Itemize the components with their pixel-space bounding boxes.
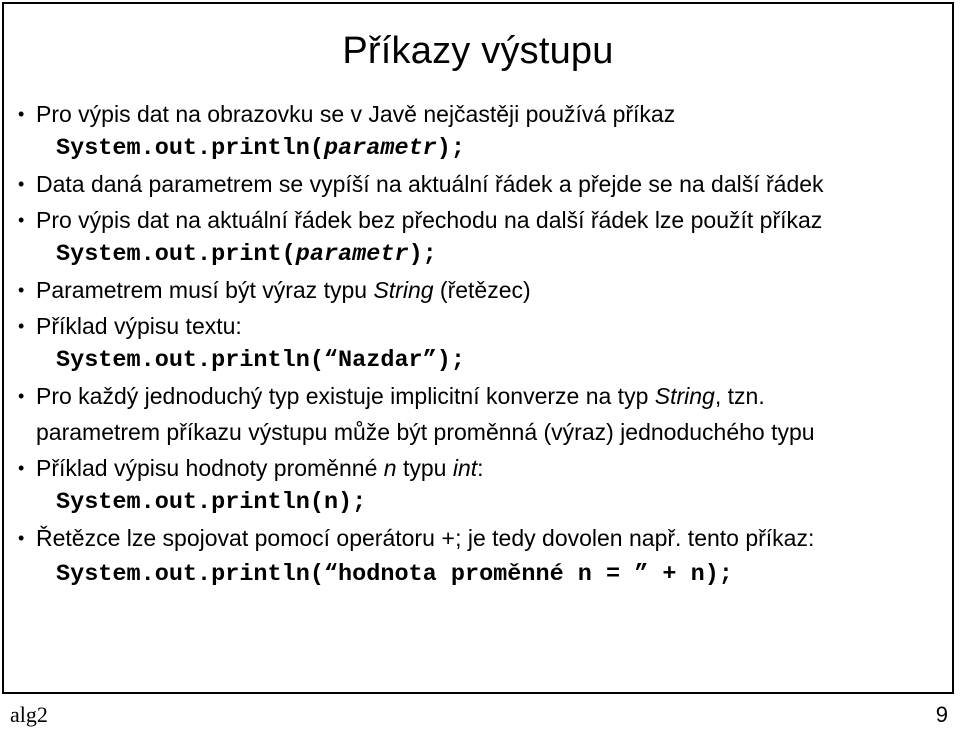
text-run: String bbox=[373, 277, 434, 303]
text-run: (řetězec) bbox=[433, 277, 531, 303]
text-run: System.out.println( bbox=[56, 135, 324, 162]
text-run: + bbox=[441, 527, 456, 553]
text-run: Data daná parametrem se vypíší na aktuální řádek a přejde se na další řádek bbox=[36, 171, 824, 197]
bullet-list bbox=[18, 96, 932, 592]
text-run: Řetězce lze spojovat pomocí operátoru bbox=[36, 525, 442, 551]
text-run: typu bbox=[396, 455, 453, 481]
text-run: parametr bbox=[323, 135, 437, 162]
slide-frame bbox=[2, 2, 954, 694]
text-run: String bbox=[654, 383, 715, 409]
text-run: Příklad výpisu textu: bbox=[36, 313, 242, 339]
text-run: parametr bbox=[295, 241, 409, 268]
slide-title: Příkazy výstupu bbox=[342, 30, 614, 72]
text-run: n bbox=[383, 455, 397, 481]
code-line bbox=[18, 238, 932, 272]
text-run: System.out.print( bbox=[56, 241, 296, 268]
bullet-item bbox=[18, 202, 932, 238]
text-run: Parametrem musí být výraz typu bbox=[36, 277, 374, 303]
bullet-item bbox=[18, 166, 932, 202]
bullet-continuation bbox=[18, 414, 932, 450]
text-run: System.out.println(“Nazdar”); bbox=[56, 347, 465, 374]
page-number: 9 bbox=[935, 702, 948, 727]
text-run: Pro každý jednoduchý typ existuje implicitní konverze na typ bbox=[36, 383, 655, 409]
bullet-item bbox=[18, 272, 932, 308]
text-run: Příklad výpisu hodnoty proměnné bbox=[36, 455, 384, 481]
text-run: Pro výpis dat na aktuální řádek bez přechodu na další řádek lze použít příkaz bbox=[36, 207, 823, 233]
bullet-item bbox=[18, 96, 932, 132]
text-run: , tzn. bbox=[714, 383, 765, 409]
code-line bbox=[18, 344, 932, 378]
text-run: ); bbox=[408, 241, 437, 268]
bullet-item bbox=[18, 308, 932, 344]
bullet-item bbox=[18, 378, 932, 414]
text-run: : bbox=[477, 455, 484, 481]
code-line bbox=[18, 486, 932, 520]
footer-label: alg2 bbox=[10, 702, 48, 727]
code-line bbox=[18, 558, 932, 592]
text-run: Pro výpis dat na obrazovku se v Javě nejčastěji používá příkaz bbox=[36, 101, 676, 127]
bullet-item bbox=[18, 520, 932, 558]
text-run: System.out.println(n); bbox=[56, 489, 367, 516]
bullet-item bbox=[18, 450, 932, 486]
code-line bbox=[18, 132, 932, 166]
text-run: parametrem příkazu výstupu může být proměnná (výraz) jednoduchého typu bbox=[36, 419, 815, 445]
text-run: System.out.println(“hodnota proměnné n = ” + n); bbox=[56, 561, 733, 588]
text-run: ; je tedy dovolen např. tento příkaz: bbox=[455, 525, 815, 551]
text-run: ); bbox=[436, 135, 465, 162]
text-run: int bbox=[452, 455, 478, 481]
